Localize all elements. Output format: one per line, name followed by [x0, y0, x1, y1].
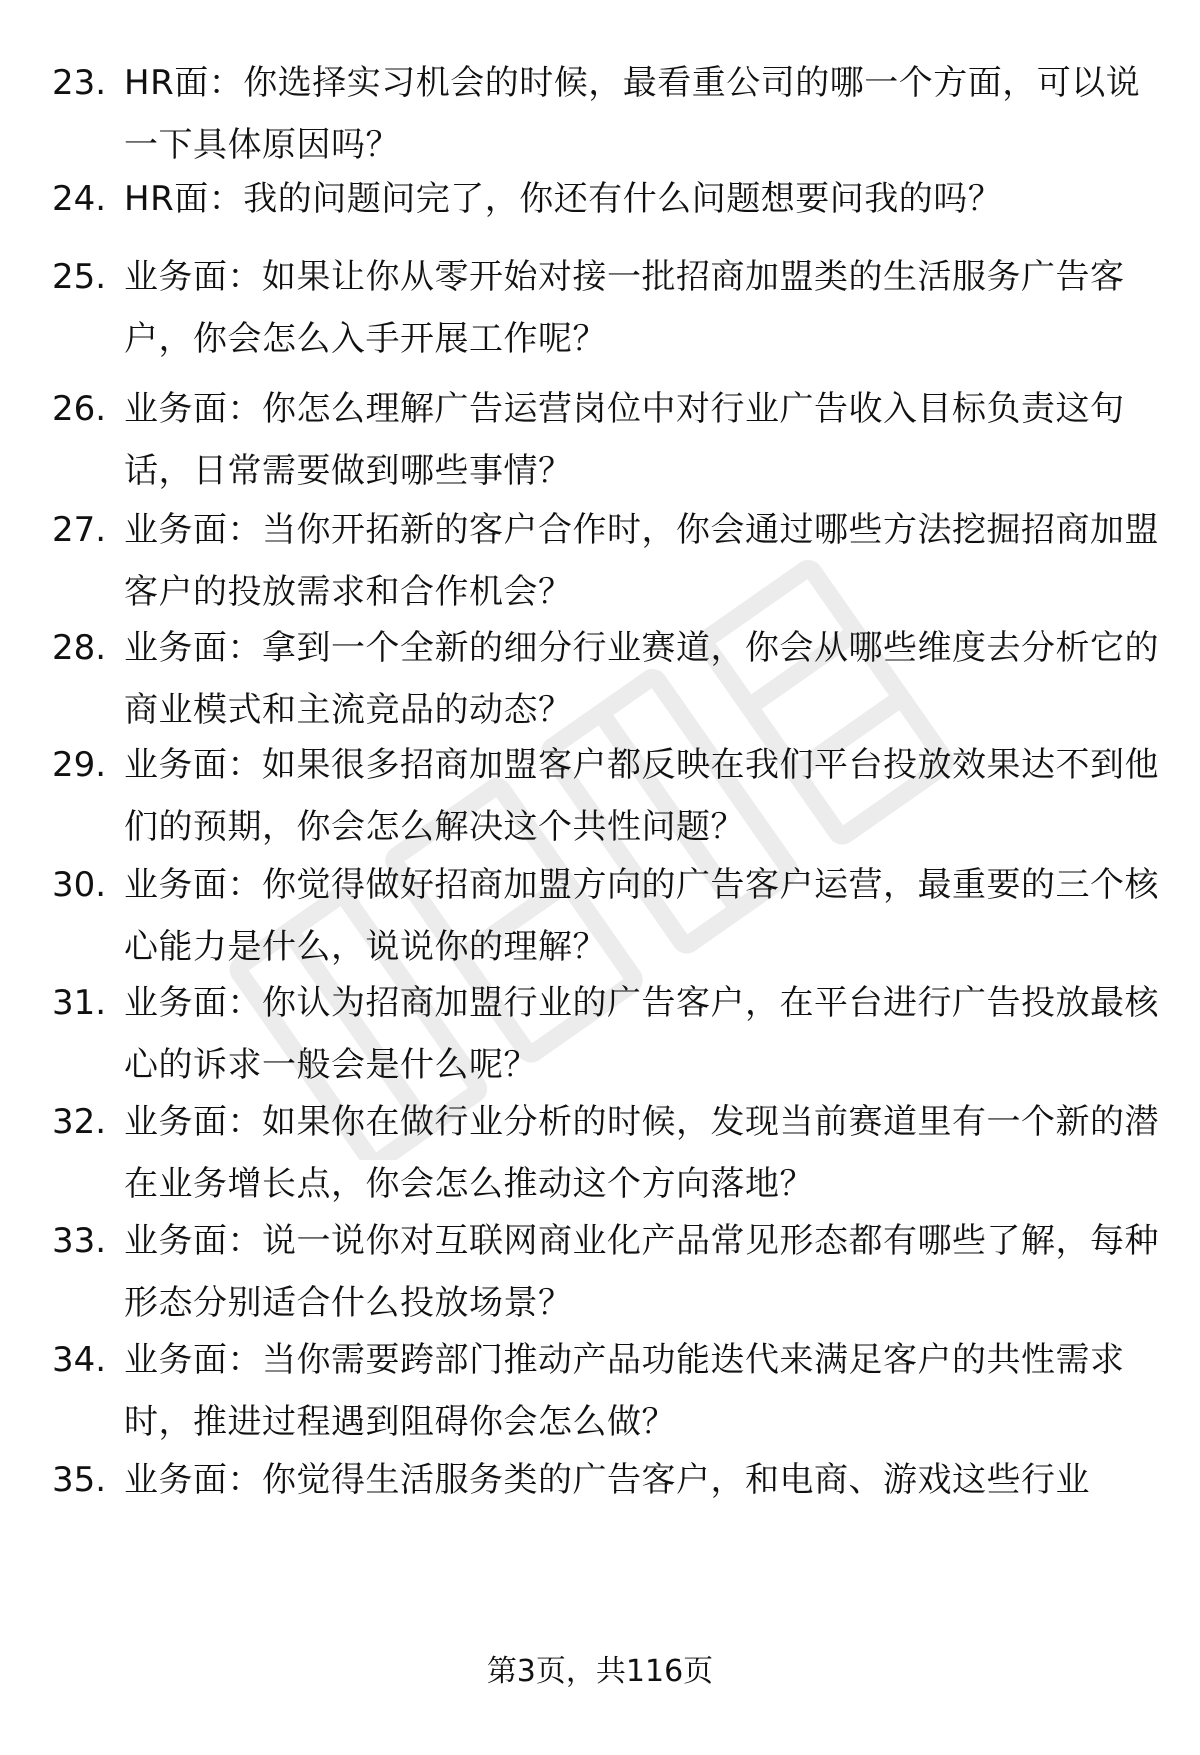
page-number-footer: 第3页，共116页: [486, 1654, 714, 1689]
question-number: 30.: [52, 865, 107, 905]
question-text: 业务面：如果让你从零开始对接一批招商加盟类的生活服务广告客户，你会怎么入手开展工作呢？: [124, 257, 1125, 359]
question-text: HR面：我的问题问完了，你还有什么问题想要问我的吗？: [124, 179, 1003, 219]
question-text: 业务面：拿到一个全新的细分行业赛道，你会从哪些维度去分析它的商业模式和主流竞品的动态？: [124, 628, 1159, 730]
question-number: 33.: [52, 1221, 107, 1261]
question-number: 24.: [52, 179, 107, 219]
question-number: 29.: [52, 745, 107, 785]
question-number: 31.: [52, 983, 107, 1023]
question-text: 业务面：当你需要跨部门推动产品功能迭代来满足客户的共性需求时，推进过程遇到阻碍你会怎么做？: [124, 1340, 1125, 1442]
question-text: 业务面：当你开拓新的客户合作时，你会通过哪些方法挖掘招商加盟客户的投放需求和合作机会？: [124, 510, 1159, 612]
question-text: 业务面：如果很多招商加盟客户都反映在我们平台投放效果达不到他们的预期，你会怎么解决这个共性问题？: [124, 745, 1159, 847]
question-text: 业务面：你怎么理解广告运营岗位中对行业广告收入目标负责这句话，日常需要做到哪些事情？: [124, 389, 1125, 491]
question-text: 业务面：说一说你对互联网商业化产品常见形态都有哪些了解，每种形态分别适合什么投放场景？: [124, 1221, 1159, 1323]
question-number: 32.: [52, 1102, 107, 1142]
question-number: 26.: [52, 389, 107, 429]
question-text: 业务面：你觉得做好招商加盟方向的广告客户运营，最重要的三个核心能力是什么，说说你的理解？: [124, 865, 1159, 967]
question-number: 27.: [52, 510, 107, 550]
question-text: HR面：你选择实习机会的时候，最看重公司的哪一个方面，可以说一下具体原因吗？: [124, 63, 1141, 165]
question-number: 25.: [52, 257, 107, 297]
question-text: 业务面：你认为招商加盟行业的广告客户，在平台进行广告投放最核心的诉求一般会是什么呢？: [124, 983, 1159, 1085]
question-text: 业务面：如果你在做行业分析的时候，发现当前赛道里有一个新的潜在业务增长点，你会怎么推动这个方向落地？: [124, 1102, 1159, 1204]
question-text: 业务面：你觉得生活服务类的广告客户，和电商、游戏这些行业: [124, 1460, 1090, 1500]
question-number: 28.: [52, 628, 107, 668]
question-number: 35.: [52, 1460, 107, 1500]
question-number: 23.: [52, 63, 107, 103]
question-number: 34.: [52, 1340, 107, 1380]
